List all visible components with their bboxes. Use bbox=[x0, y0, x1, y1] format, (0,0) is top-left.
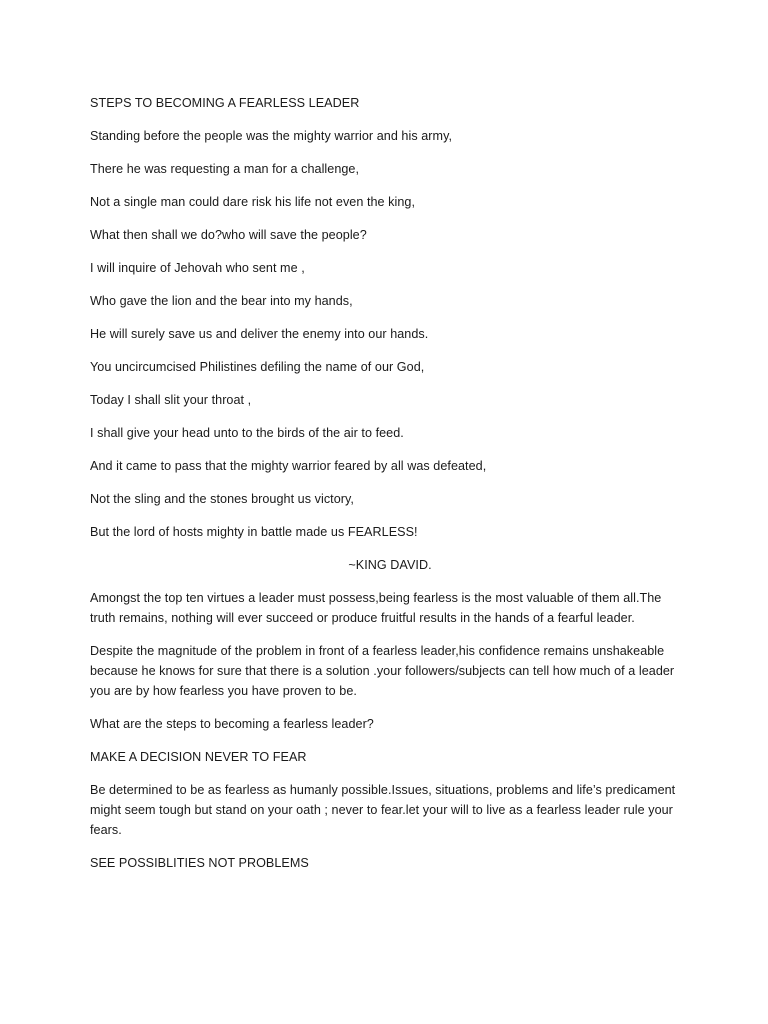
poem-line: I will inquire of Jehovah who sent me , bbox=[90, 261, 305, 275]
poem-line: Who gave the lion and the bear into my hands, bbox=[90, 294, 353, 308]
poem-line: Today I shall slit your throat , bbox=[90, 393, 252, 407]
poem-line: There he was requesting a man for a challenge, bbox=[90, 162, 360, 176]
poem-line: Standing before the people was the mighty warrior and his army, bbox=[90, 129, 453, 143]
poem-line: But the lord of hosts mighty in battle made us FEARLESS! bbox=[90, 525, 418, 539]
document-body bbox=[90, 93, 690, 886]
body-paragraph: Despite the magnitude of the problem in front of a fearless leader,his confidence remains unshakeable because he knows for sure that there is a solution .your followers/subjects can tell how much of a leader you are by how fearless you have proven to be. bbox=[90, 644, 675, 698]
body-paragraph: Amongst the top ten virtues a leader must possess,being fearless is the most valuable of them all.The truth remains, nothing will ever succeed or produce fruitful results in the hands of a fearful leader. bbox=[90, 591, 662, 625]
poem-line: And it came to pass that the mighty warrior feared by all was defeated, bbox=[90, 459, 487, 473]
section-heading: SEE POSSIBLITIES NOT PROBLEMS bbox=[90, 856, 309, 870]
poem-line: What then shall we do?who will save the people? bbox=[90, 228, 367, 242]
poem-line: You uncircumcised Philistines defiling the name of our God, bbox=[90, 360, 425, 374]
document-title: STEPS TO BECOMING A FEARLESS LEADER bbox=[90, 96, 360, 110]
section-heading: MAKE A DECISION NEVER TO FEAR bbox=[90, 750, 307, 764]
poem-line: Not the sling and the stones brought us victory, bbox=[90, 492, 354, 506]
poem-line: Not a single man could dare risk his life not even the king, bbox=[90, 195, 416, 209]
body-paragraph: Be determined to be as fearless as humanly possible.Issues, situations, problems and life’s predicament might seem tough but stand on your oath ; never to fear.let your will to live as a fearless leader rule your fears. bbox=[90, 783, 676, 837]
poem-line: I shall give your head unto to the birds of the air to feed. bbox=[90, 426, 404, 440]
poem-attribution: ~KING DAVID. bbox=[348, 558, 432, 572]
question-line: What are the steps to becoming a fearless leader? bbox=[90, 717, 374, 731]
poem-line: He will surely save us and deliver the enemy into our hands. bbox=[90, 327, 429, 341]
